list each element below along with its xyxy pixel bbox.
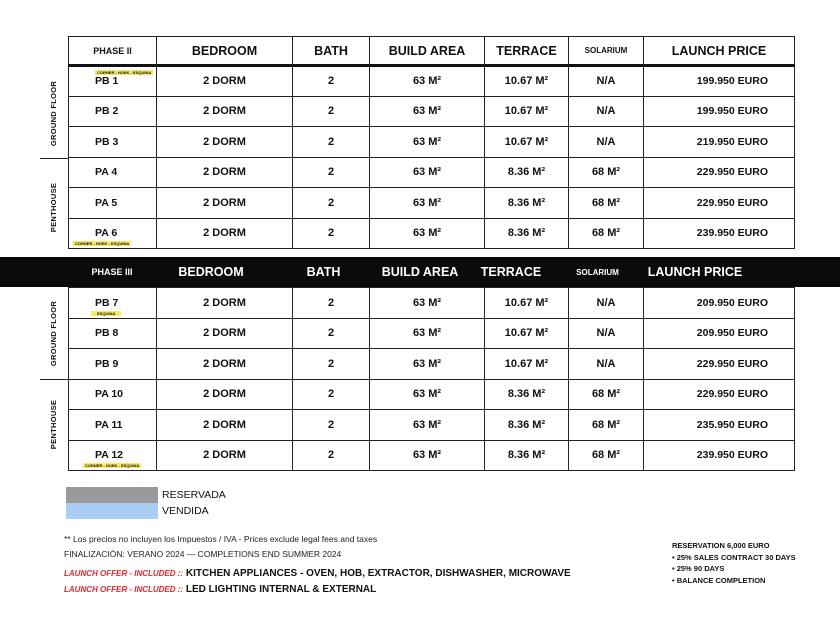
launch-offer-label: LAUNCH OFFER - INCLUDED :: [64, 569, 184, 578]
launch-offer-label: LAUNCH OFFER - INCLUDED :: [64, 585, 184, 594]
phase2-side-labels [40, 68, 68, 257]
unit-cell: PB 9 [69, 349, 157, 380]
bath-cell: 2 [293, 379, 370, 410]
terrace-cell: 10.67 M² [485, 288, 569, 319]
unit-cell [69, 218, 157, 249]
unit-label: PA 6 [95, 227, 118, 240]
sold-label: VENDIDA [162, 505, 209, 517]
price-cell: 229.950 EURO [644, 349, 795, 380]
table-row[interactable] [69, 127, 795, 158]
unit-cell: PA 10 [69, 379, 157, 410]
ground-floor-text: GROUND FLOOR [49, 300, 59, 366]
bath-cell: 2 [293, 96, 370, 127]
bath-cell: 2 [293, 127, 370, 158]
bedroom-cell: 2 DORM [157, 218, 293, 249]
solarium-cell: 68 M² [569, 157, 644, 188]
price-cell: 239.950 EURO [644, 218, 795, 249]
corner-tag: ESQUINA [91, 311, 121, 316]
area-cell: 63 M² [370, 96, 485, 127]
terms-line: RESERVATION 6,000 EURO [672, 541, 770, 550]
area-cell: 63 M² [370, 318, 485, 349]
header-terrace: TERRACE [485, 37, 569, 66]
bath-cell: 2 [293, 66, 370, 97]
penthouse-text: PENTHOUSE [49, 399, 59, 450]
area-cell: 63 M² [370, 288, 485, 319]
solarium-cell: 68 M² [569, 379, 644, 410]
price-cell: 235.950 EURO [644, 410, 795, 441]
penthouse-label [40, 158, 68, 257]
terms-line: • BALANCE COMPLETION [672, 575, 766, 585]
price-cell: 219.950 EURO [644, 127, 795, 158]
table-row[interactable] [69, 96, 795, 127]
bedroom-cell: 2 DORM [157, 379, 293, 410]
table-header [69, 37, 795, 66]
terrace-cell: 10.67 M² [485, 318, 569, 349]
launch-offer-lighting [64, 584, 376, 595]
penthouse-label [40, 379, 68, 470]
table-row[interactable] [69, 288, 795, 319]
solarium-cell: 68 M² [569, 440, 644, 471]
solarium-cell: 68 M² [569, 218, 644, 249]
terrace-cell: 8.36 M² [485, 379, 569, 410]
phase2-table [68, 36, 795, 249]
unit-cell [69, 66, 157, 97]
table-row[interactable] [69, 379, 795, 410]
header-bath: BATH [293, 37, 370, 66]
unit-cell [69, 288, 157, 319]
corner-tag: CORNER - HOEK - ESQUINA [85, 463, 140, 468]
terrace-cell: 8.36 M² [485, 188, 569, 219]
bedroom-cell: 2 DORM [157, 66, 293, 97]
price-cell: 239.950 EURO [644, 440, 795, 471]
area-cell: 63 M² [370, 157, 485, 188]
solarium-cell: N/A [569, 349, 644, 380]
launch-offer-text: KITCHEN APPLIANCES - OVEN, HOB, EXTRACTOR, DISHWASHER, MICROWAVE [185, 568, 571, 579]
penthouse-text: PENTHOUSE [49, 182, 59, 233]
bedroom-cell: 2 DORM [157, 410, 293, 441]
price-cell: 199.950 EURO [644, 66, 795, 97]
bedroom-cell: 2 DORM [157, 157, 293, 188]
reserved-label: RESERVADA [162, 489, 226, 501]
solarium-cell: N/A [569, 96, 644, 127]
header-launch-price: LAUNCH PRICE [644, 37, 795, 66]
header-bedroom: BEDROOM [157, 37, 293, 66]
terms-line: • 25% 90 DAYS [672, 564, 725, 573]
reserved-swatch [66, 487, 158, 503]
terrace-cell: 8.36 M² [485, 157, 569, 188]
bedroom-cell: 2 DORM [157, 440, 293, 471]
header-launch-price: LAUNCH PRICE [647, 265, 743, 279]
area-cell: 63 M² [370, 410, 485, 441]
bath-cell: 2 [293, 188, 370, 219]
phase3-table [68, 287, 795, 471]
table-row[interactable] [69, 188, 795, 219]
sold-swatch [66, 503, 158, 519]
area-cell: 63 M² [370, 379, 485, 410]
corner-tag: CORNER - HOEK - ESQUINA [75, 241, 130, 246]
unit-label: PA 12 [95, 449, 124, 462]
terrace-cell: 8.36 M² [485, 440, 569, 471]
unit-label: PB 1 [95, 75, 119, 88]
unit-cell: PA 11 [69, 410, 157, 441]
table-row[interactable] [69, 157, 795, 188]
price-cell: 229.950 EURO [644, 188, 795, 219]
bath-cell: 2 [293, 157, 370, 188]
header-build-area: BUILD AREA [381, 265, 459, 279]
terms-line: • 25% SALES CONTRACT 30 DAYS [672, 552, 796, 562]
terrace-cell: 10.67 M² [485, 96, 569, 127]
terrace-cell: 8.36 M² [485, 218, 569, 249]
bath-cell: 2 [293, 440, 370, 471]
terrace-cell: 8.36 M² [485, 410, 569, 441]
solarium-cell: 68 M² [569, 410, 644, 441]
table-row[interactable] [69, 440, 795, 471]
ground-floor-label [40, 68, 68, 158]
prices-note: ** Los precios no incluyen los Impuestos / IVA - Prices exclude legal fees and taxes [64, 534, 378, 544]
table-row[interactable] [69, 349, 795, 380]
header-bath: BATH [306, 265, 341, 279]
solarium-cell: N/A [569, 318, 644, 349]
solarium-cell: N/A [569, 288, 644, 319]
price-cell: 229.950 EURO [644, 379, 795, 410]
table-row[interactable] [69, 318, 795, 349]
area-cell: 63 M² [370, 349, 485, 380]
unit-cell: PB 8 [69, 318, 157, 349]
unit-label: PB 7 [95, 296, 119, 309]
price-cell: 229.950 EURO [644, 157, 795, 188]
area-cell: 63 M² [370, 218, 485, 249]
bedroom-cell: 2 DORM [157, 188, 293, 219]
bedroom-cell: 2 DORM [157, 288, 293, 319]
table-row[interactable] [69, 218, 795, 249]
corner-tag: CORNER - HOEK - ESQUINA [97, 70, 152, 75]
header-bedroom: BEDROOM [178, 265, 244, 279]
phase3-side-labels [40, 287, 68, 470]
bath-cell: 2 [293, 288, 370, 319]
area-cell: 63 M² [370, 127, 485, 158]
terrace-cell: 10.67 M² [485, 127, 569, 158]
price-cell: 209.950 EURO [644, 288, 795, 319]
launch-offer-appliances [64, 568, 571, 579]
unit-cell: PB 3 [69, 127, 157, 158]
unit-cell: PA 4 [69, 157, 157, 188]
terrace-cell: 10.67 M² [485, 66, 569, 97]
area-cell: 63 M² [370, 188, 485, 219]
unit-cell: PB 2 [69, 96, 157, 127]
header-phase: PHASE III [91, 267, 133, 277]
solarium-cell: N/A [569, 66, 644, 97]
bedroom-cell: 2 DORM [157, 127, 293, 158]
bath-cell: 2 [293, 218, 370, 249]
header-solarium: SOLARIUM [569, 37, 644, 66]
bath-cell: 2 [293, 410, 370, 441]
payment-terms [672, 540, 796, 586]
price-cell: 199.950 EURO [644, 96, 795, 127]
launch-offer-text: LED LIGHTING INTERNAL & EXTERNAL [185, 584, 377, 595]
header-build-area: BUILD AREA [370, 37, 485, 66]
unit-cell [69, 440, 157, 471]
bath-cell: 2 [293, 318, 370, 349]
bath-cell: 2 [293, 349, 370, 380]
bedroom-cell: 2 DORM [157, 318, 293, 349]
terrace-cell: 10.67 M² [485, 349, 569, 380]
unit-cell: PA 5 [69, 188, 157, 219]
header-terrace: TERRACE [480, 265, 542, 279]
ground-floor-text: GROUND FLOOR [49, 80, 59, 146]
table-row[interactable] [69, 66, 795, 97]
area-cell: 63 M² [370, 66, 485, 97]
completion-note: FINALIZACIÓN: VERANO 2024 — COMPLETIONS END SUMMER 2024 [64, 549, 342, 559]
ground-floor-label [40, 287, 68, 379]
table-row[interactable] [69, 410, 795, 441]
header-solarium: SOLARIUM [576, 267, 619, 277]
price-cell: 209.950 EURO [644, 318, 795, 349]
solarium-cell: N/A [569, 127, 644, 158]
solarium-cell: 68 M² [569, 188, 644, 219]
header-phase: PHASE II [69, 37, 157, 66]
bedroom-cell: 2 DORM [157, 349, 293, 380]
area-cell: 63 M² [370, 440, 485, 471]
bedroom-cell: 2 DORM [157, 96, 293, 127]
